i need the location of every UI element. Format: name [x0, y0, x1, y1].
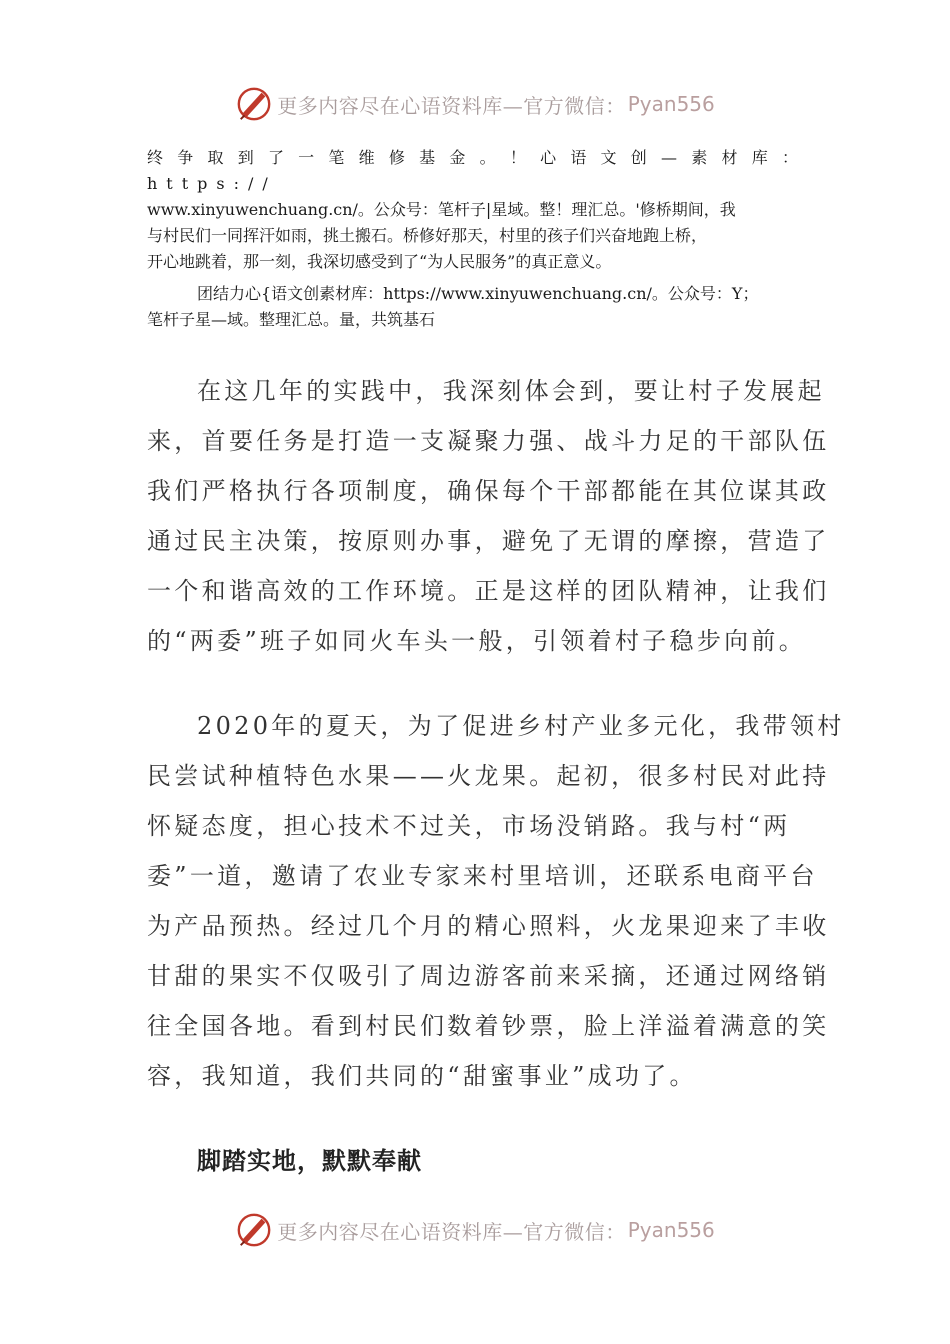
paragraph-line: 与村民们一同挥汗如雨，挑土搬石。桥修好那天，村里的孩子们兴奋地跑上桥， — [147, 226, 708, 245]
paragraph-line: 笔杆子星—域。整理汇总。量，共筑基石 — [147, 310, 436, 329]
paragraph-line: 甘甜的果实不仅吸引了周边游客前来采摘，还通过网络销 — [147, 962, 830, 990]
paragraph-line: 开心地跳着，那一刻，我深切感受到了“为人民服务”的真正意义。 — [147, 252, 612, 271]
footer-banner — [0, 1210, 950, 1250]
paragraph-line: 怀疑态度，担心技术不过关，市场没销路。我与村“两 — [147, 812, 791, 840]
paragraph-2 — [147, 281, 807, 333]
paragraph-line: 为产品预热。经过几个月的精心照料，火龙果迎来了丰收 — [147, 912, 830, 940]
section-heading: 脚踏实地，默默奉献 — [197, 1146, 422, 1175]
banner-wechat-id: Pyan556 — [627, 92, 715, 116]
paragraph-4 — [147, 701, 845, 1101]
paragraph-line: 来，首要任务是打造一支凝聚力强、战斗力足的干部队伍 — [147, 427, 830, 455]
paragraph-line: 容，我知道，我们共同的“甜蜜事业”成功了。 — [147, 1062, 697, 1090]
paragraph-line: 通过民主决策，按原则办事，避免了无谓的摩擦，营造了 — [147, 527, 830, 555]
banner-wechat-id: Pyan556 — [627, 1218, 715, 1242]
pen-logo-icon — [235, 1211, 273, 1249]
banner-text: 更多内容尽在心语资料库—官方微信： — [277, 93, 626, 118]
banner-text: 更多内容尽在心语资料库—官方微信： — [277, 1219, 626, 1244]
paragraph-line: 我们严格执行各项制度，确保每个干部都能在其位谋其政 — [147, 477, 830, 505]
paragraph-line: 2020年的夏天，为了促进乡村产业多元化，我带领村 — [197, 712, 845, 740]
paragraph-3 — [147, 366, 830, 666]
paragraph-line: 的“两委”班子如同火车头一般，引领着村子稳步向前。 — [147, 627, 807, 655]
paragraph-line: 在这几年的实践中，我深刻体会到，要让村子发展起 — [197, 377, 825, 405]
pen-logo-icon — [235, 85, 273, 123]
paragraph-1 — [147, 145, 807, 275]
paragraph-line: 往全国各地。看到村民们数着钞票，脸上洋溢着满意的笑 — [147, 1012, 830, 1040]
paragraph-line: 一个和谐高效的工作环境。正是这样的团队精神，让我们 — [147, 577, 830, 605]
paragraph-line: 终争取到了一笔维修基金。！心语文创—素材库：https:// — [147, 148, 807, 193]
paragraph-line: www.xinyuwenchuang.cn/。公众号：笔杆子|星域。整！理汇总。'修桥期间，我 — [147, 200, 736, 219]
paragraph-line: 委”一道，邀请了农业专家来村里培训，还联系电商平台 — [147, 862, 818, 890]
paragraph-line: 民尝试种植特色水果——火龙果。起初，很多村民对此持 — [147, 762, 830, 790]
header-banner — [0, 84, 950, 124]
paragraph-line: 团结力心{语文创素材库：https://www.xinyuwenchuang.cn/。公众号：Y； — [197, 284, 759, 303]
